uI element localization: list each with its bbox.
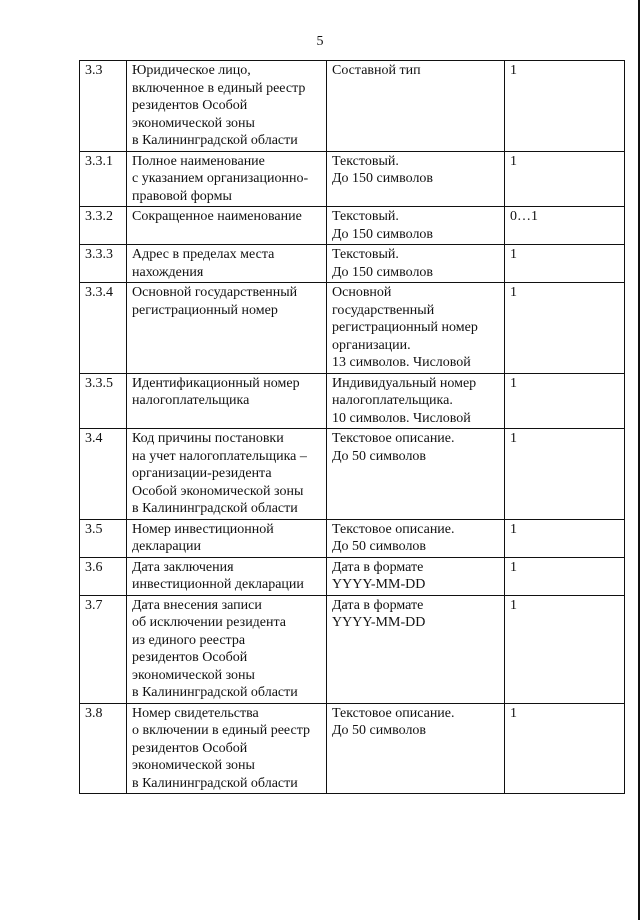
element-name-cell: Сокращенное наименование [127, 207, 327, 245]
row-number-cell: 3.3.2 [80, 207, 127, 245]
row-number-cell: 3.4 [80, 429, 127, 520]
table-row [80, 429, 625, 520]
specification-table [79, 60, 625, 794]
table-row [80, 703, 625, 794]
row-number-cell: 3.3.4 [80, 283, 127, 374]
data-type-cell: Индивидуальный номер налогоплательщика. 10 символов. Числовой [327, 373, 505, 429]
row-number-cell: 3.5 [80, 519, 127, 557]
multiplicity-cell: 1 [505, 151, 625, 207]
element-name-cell: Юридическое лицо, включенное в единый реестр резидентов Особой экономической зоны в Калининградской области [127, 61, 327, 152]
multiplicity-cell: 0…1 [505, 207, 625, 245]
multiplicity-cell: 1 [505, 557, 625, 595]
multiplicity-cell: 1 [505, 373, 625, 429]
table-row [80, 207, 625, 245]
element-name-cell: Номер инвестиционной декларации [127, 519, 327, 557]
table-row [80, 519, 625, 557]
data-type-cell: Текстовое описание. До 50 символов [327, 429, 505, 520]
element-name-cell: Полное наименование с указанием организационно- правовой формы [127, 151, 327, 207]
row-number-cell: 3.8 [80, 703, 127, 794]
table-row [80, 373, 625, 429]
table-row [80, 61, 625, 152]
data-type-cell: Текстовое описание. До 50 символов [327, 703, 505, 794]
data-type-cell: Текстовый. До 150 символов [327, 245, 505, 283]
table-row [80, 151, 625, 207]
element-name-cell: Адрес в пределах места нахождения [127, 245, 327, 283]
element-name-cell: Дата внесения записи об исключении резидента из единого реестра резидентов Особой экономической зоны в Калининградской области [127, 595, 327, 703]
data-type-cell: Составной тип [327, 61, 505, 152]
multiplicity-cell: 1 [505, 283, 625, 374]
page-number: 5 [316, 34, 324, 49]
data-type-cell: Текстовое описание. До 50 символов [327, 519, 505, 557]
data-type-cell: Дата в формате YYYY-MM-DD [327, 557, 505, 595]
row-number-cell: 3.3.3 [80, 245, 127, 283]
element-name-cell: Дата заключения инвестиционной декларации [127, 557, 327, 595]
element-name-cell: Идентификационный номер налогоплательщика [127, 373, 327, 429]
element-name-cell: Основной государственный регистрационный номер [127, 283, 327, 374]
multiplicity-cell: 1 [505, 61, 625, 152]
data-type-cell: Текстовый. До 150 символов [327, 151, 505, 207]
multiplicity-cell: 1 [505, 429, 625, 520]
table-row [80, 245, 625, 283]
row-number-cell: 3.3.5 [80, 373, 127, 429]
multiplicity-cell: 1 [505, 595, 625, 703]
element-name-cell: Код причины постановки на учет налогоплательщика – организации-резидента Особой экономической зоны в Калининградской области [127, 429, 327, 520]
multiplicity-cell: 1 [505, 703, 625, 794]
table-row [80, 283, 625, 374]
data-type-cell: Текстовый. До 150 символов [327, 207, 505, 245]
row-number-cell: 3.3 [80, 61, 127, 152]
multiplicity-cell: 1 [505, 519, 625, 557]
data-type-cell: Основной государственный регистрационный номер организации. 13 символов. Числовой [327, 283, 505, 374]
table-row [80, 595, 625, 703]
row-number-cell: 3.3.1 [80, 151, 127, 207]
row-number-cell: 3.6 [80, 557, 127, 595]
multiplicity-cell: 1 [505, 245, 625, 283]
row-number-cell: 3.7 [80, 595, 127, 703]
table-row [80, 557, 625, 595]
data-type-cell: Дата в формате YYYY-MM-DD [327, 595, 505, 703]
element-name-cell: Номер свидетельства о включении в единый реестр резидентов Особой экономической зоны в Калининградской области [127, 703, 327, 794]
